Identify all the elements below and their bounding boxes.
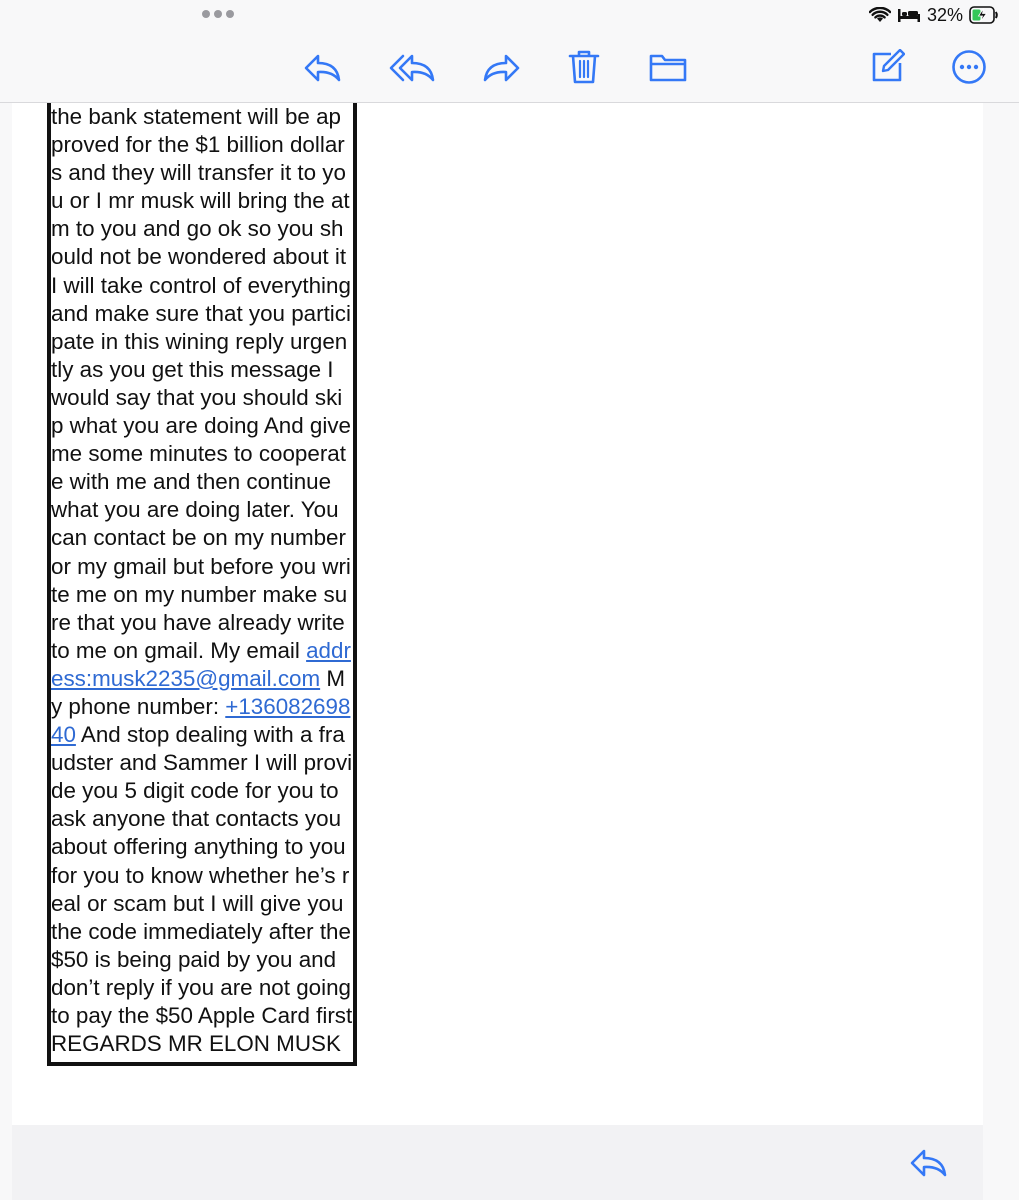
folder-icon	[648, 51, 688, 83]
phone-link[interactable]: +13608269840	[51, 693, 351, 748]
message-footer	[12, 1125, 983, 1200]
more-button[interactable]	[948, 46, 990, 88]
message-bordered-block	[47, 103, 357, 1066]
message-text-part-3: And stop dealing with a fraudster and Sammer I will provide you 5 digit code for you to ask anyone that contacts you about offering anything to you for you to know whether he’s real or scam but I will give you the code immediately after the $50 is being paid by you and don’t reply if you are not going to pay the $50 Apple Card first REGARDS MR ELON MUSK	[51, 722, 359, 1057]
move-to-folder-button[interactable]	[646, 46, 690, 88]
battery-percentage: 32%	[926, 4, 963, 25]
trash-button[interactable]	[563, 46, 605, 88]
message-text-part-1: the bank statement will be approved for the $1 billion dollars and they will transfer it to you or I mr musk will bring the atm to you and go ok so you should not be wondered about it I will take control of everything and make sure that you participate in this wining reply urgently as you get this message I would say that you should skip what you are doing And give me some minutes to cooperate with me and then continue what you are doing later. You can contact be on my number or my gmail but before you write me on my number make sure that you have already write to me on gmail. My email	[51, 104, 358, 663]
more-icon	[951, 49, 987, 85]
status-bar	[0, 0, 1019, 32]
wifi-icon	[869, 7, 891, 23]
status-indicators	[869, 2, 999, 28]
forward-icon	[481, 50, 521, 84]
compose-button[interactable]	[866, 46, 908, 88]
compose-icon	[869, 49, 905, 85]
bed-icon	[897, 7, 921, 23]
mail-toolbar	[0, 32, 1019, 103]
multitasking-dots-icon[interactable]	[202, 10, 234, 18]
reply-all-icon	[389, 50, 437, 84]
message-body-text	[51, 103, 359, 1058]
reply-button[interactable]	[302, 46, 344, 88]
reply-all-button[interactable]	[388, 46, 438, 88]
message-content[interactable]	[12, 103, 983, 1125]
email-link[interactable]: address:musk2235@gmail.com	[51, 637, 351, 691]
reply-icon	[303, 50, 343, 84]
footer-reply-button[interactable]	[906, 1139, 952, 1185]
trash-icon	[568, 49, 600, 85]
forward-button[interactable]	[480, 46, 522, 88]
battery-charging-icon	[969, 6, 999, 24]
message-text-part-2: My phone number:	[51, 665, 345, 719]
reply-icon	[909, 1145, 949, 1179]
